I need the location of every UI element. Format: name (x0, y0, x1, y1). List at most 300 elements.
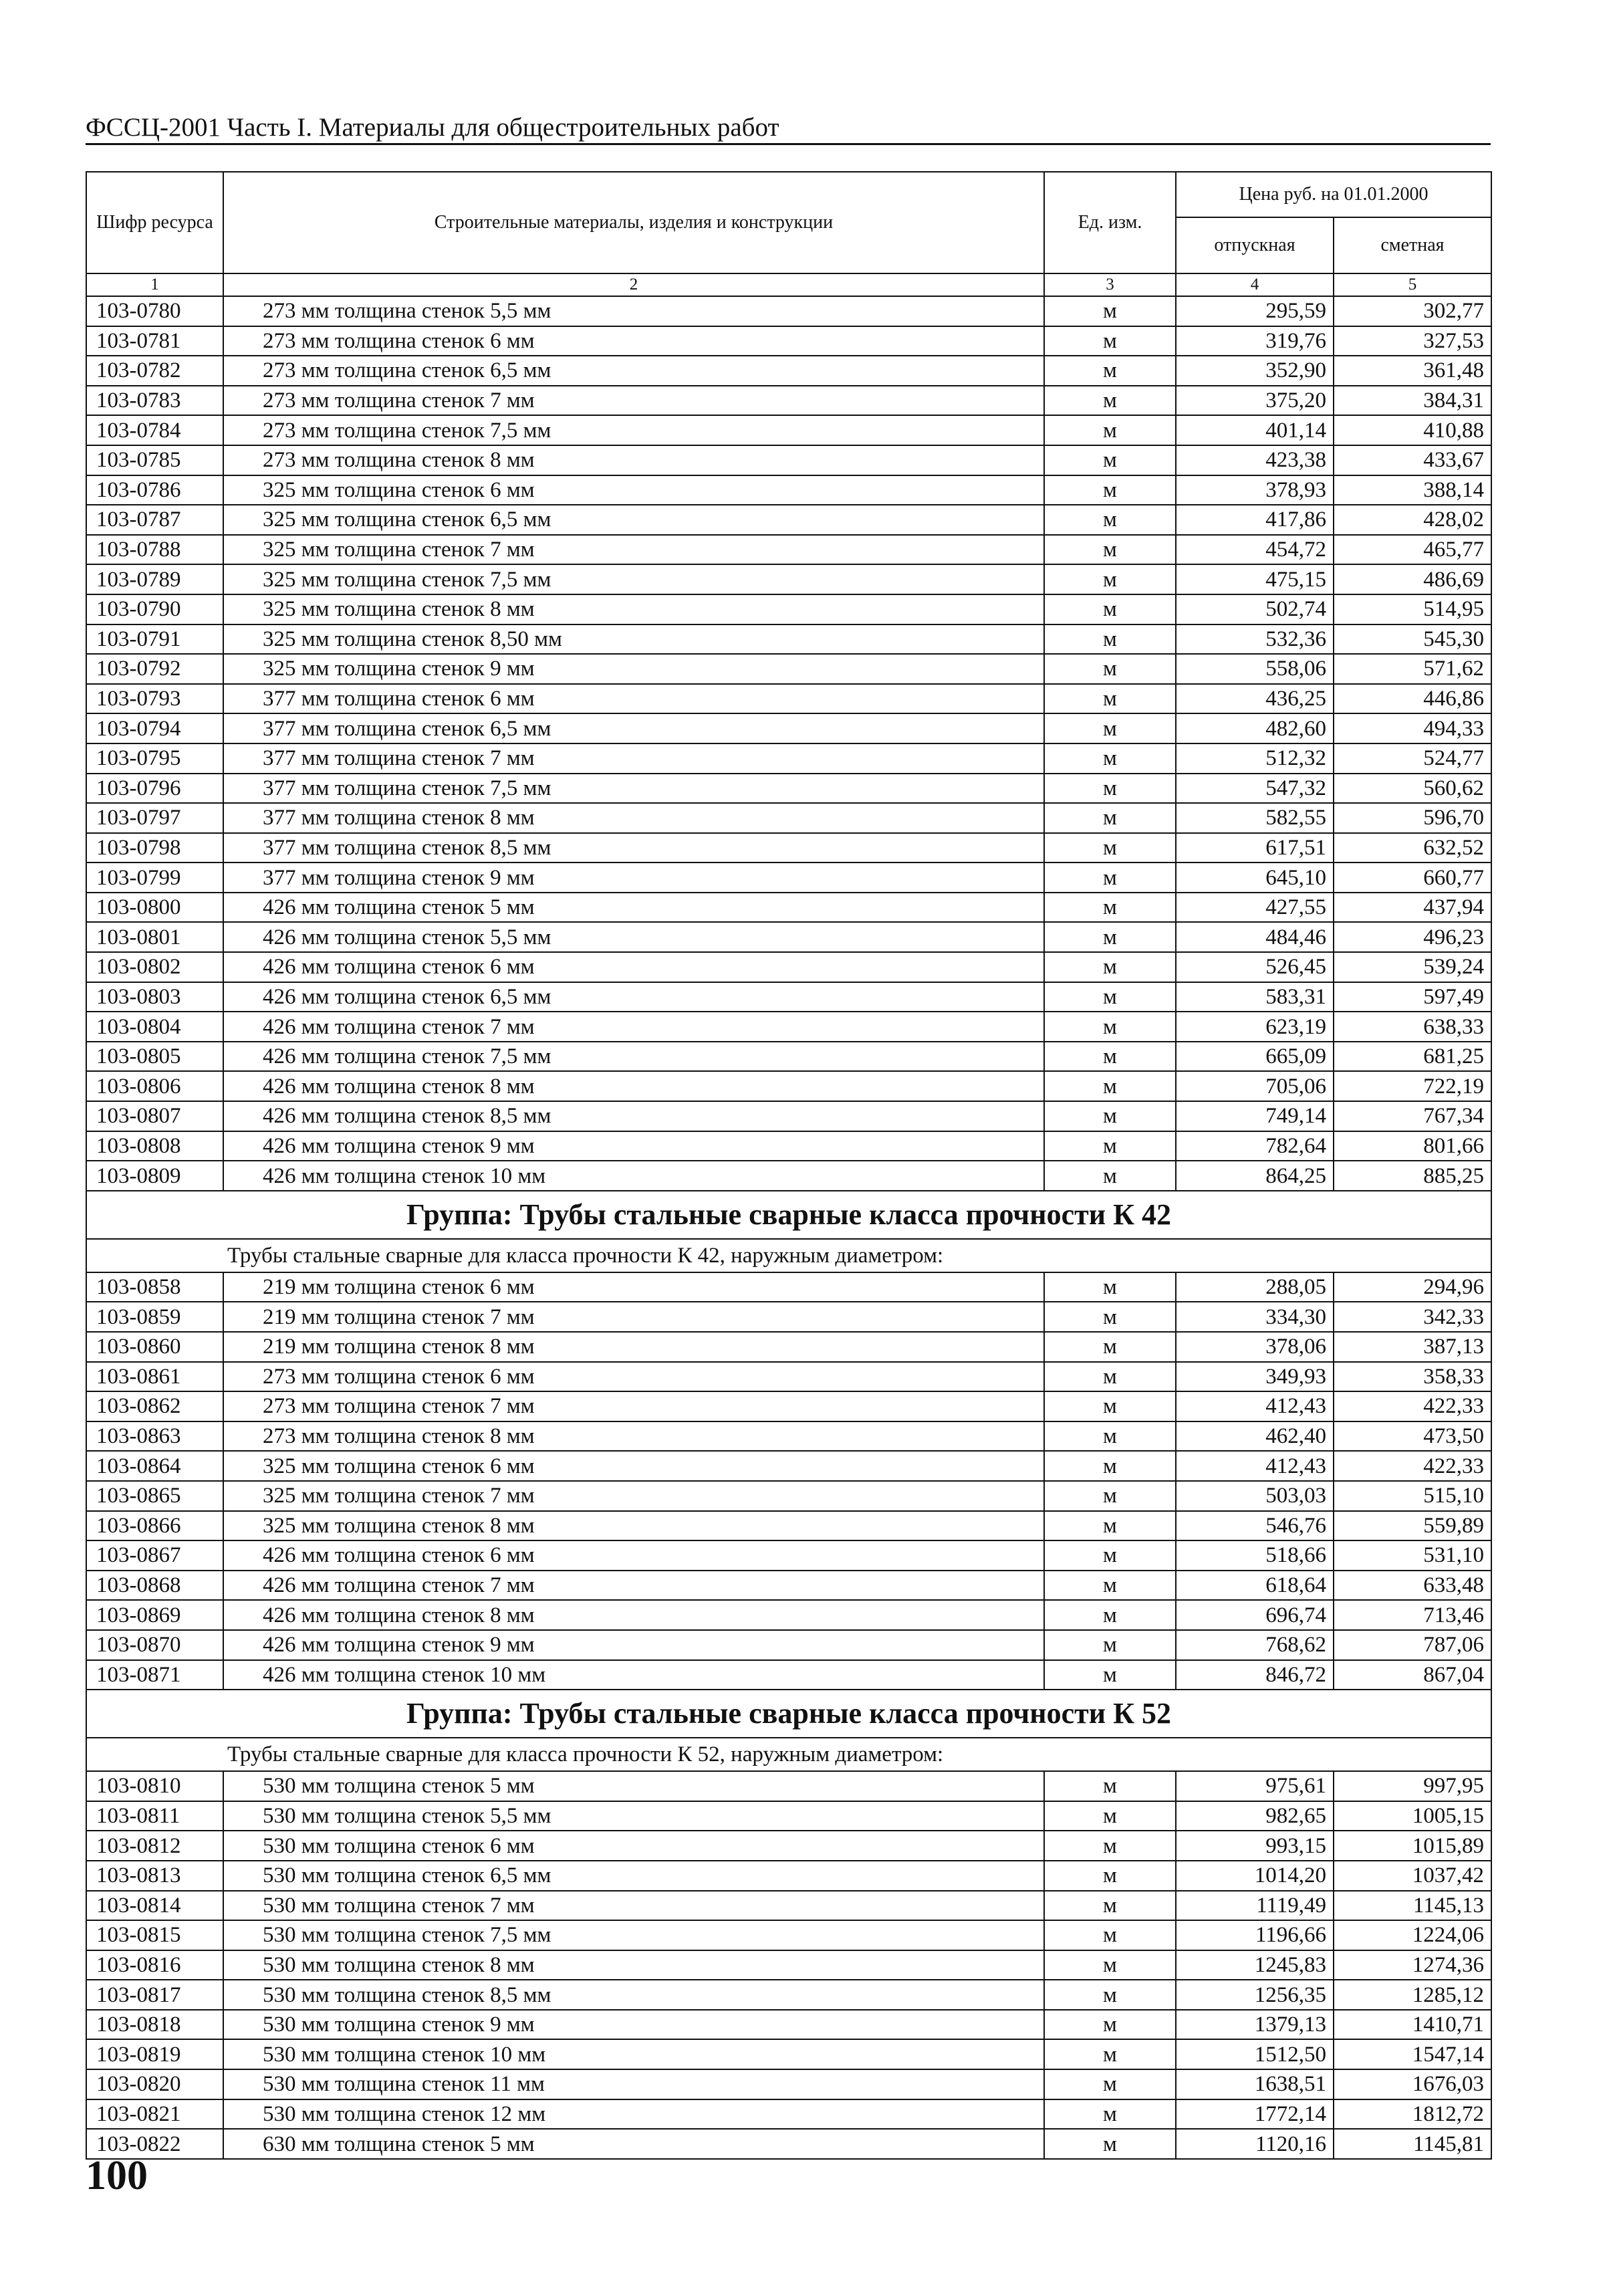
unit: м (1044, 475, 1176, 505)
estimate-price: 596,70 (1334, 803, 1491, 833)
resource-code: 103-0861 (86, 1362, 223, 1392)
release-price: 319,76 (1176, 326, 1334, 356)
estimate-price: 410,88 (1334, 415, 1491, 445)
resource-code: 103-0813 (86, 1861, 223, 1891)
page-number: 100 (86, 2153, 148, 2198)
material-name: 426 мм толщина стенок 6 мм (223, 1540, 1044, 1571)
estimate-price: 428,02 (1334, 505, 1491, 535)
table-row (86, 1801, 1491, 1831)
unit: м (1044, 1861, 1176, 1891)
estimate-price: 1224,06 (1334, 1920, 1491, 1950)
material-name: 273 мм толщина стенок 6,5 мм (223, 356, 1044, 386)
unit: м (1044, 1801, 1176, 1831)
material-name: 377 мм толщина стенок 7 мм (223, 743, 1044, 774)
estimate-price: 1410,71 (1334, 2010, 1491, 2040)
material-name: 325 мм толщина стенок 8 мм (223, 594, 1044, 624)
unit: м (1044, 2129, 1176, 2159)
resource-code: 103-0865 (86, 1481, 223, 1511)
unit: м (1044, 1161, 1176, 1191)
release-price: 705,06 (1176, 1071, 1334, 1101)
unit: м (1044, 1600, 1176, 1630)
material-name: 273 мм толщина стенок 7,5 мм (223, 415, 1044, 445)
unit: м (1044, 1660, 1176, 1690)
material-name: 377 мм толщина стенок 6,5 мм (223, 713, 1044, 743)
table-row (86, 684, 1491, 714)
table-row (86, 296, 1491, 326)
unit: м (1044, 2039, 1176, 2069)
material-name: 426 мм толщина стенок 6,5 мм (223, 982, 1044, 1012)
resource-code: 103-0805 (86, 1042, 223, 1072)
release-price: 846,72 (1176, 1660, 1334, 1690)
material-name: 273 мм толщина стенок 8 мм (223, 1421, 1044, 1452)
table-row (86, 1012, 1491, 1042)
table-row (86, 1421, 1491, 1452)
resource-code: 103-0863 (86, 1421, 223, 1452)
section-rows-a (86, 296, 1491, 1191)
table-row (86, 2099, 1491, 2130)
estimate-price: 342,33 (1334, 1302, 1491, 1332)
material-name: 426 мм толщина стенок 7,5 мм (223, 1042, 1044, 1072)
material-name: 530 мм толщина стенок 11 мм (223, 2069, 1044, 2099)
unit: м (1044, 386, 1176, 416)
unit: м (1044, 1012, 1176, 1042)
estimate-price: 1005,15 (1334, 1801, 1491, 1831)
release-price: 532,36 (1176, 624, 1334, 655)
estimate-price: 531,10 (1334, 1540, 1491, 1571)
material-name: 325 мм толщина стенок 6 мм (223, 475, 1044, 505)
unit: м (1044, 713, 1176, 743)
material-name: 219 мм толщина стенок 6 мм (223, 1272, 1044, 1302)
release-price: 558,06 (1176, 654, 1334, 684)
unit: м (1044, 1950, 1176, 1980)
release-price: 352,90 (1176, 356, 1334, 386)
unit: м (1044, 1540, 1176, 1571)
release-price: 993,15 (1176, 1831, 1334, 1861)
release-price: 864,25 (1176, 1161, 1334, 1191)
material-name: 530 мм толщина стенок 7 мм (223, 1891, 1044, 1921)
resource-code: 103-0780 (86, 296, 223, 326)
table-row (86, 1042, 1491, 1072)
material-name: 426 мм толщина стенок 6 мм (223, 952, 1044, 982)
resource-code: 103-0858 (86, 1272, 223, 1302)
release-price: 288,05 (1176, 1272, 1334, 1302)
table-row (86, 1272, 1491, 1302)
resource-code: 103-0784 (86, 415, 223, 445)
table-row (86, 594, 1491, 624)
release-price: 417,86 (1176, 505, 1334, 535)
release-price: 1119,49 (1176, 1891, 1334, 1921)
resource-code: 103-0859 (86, 1302, 223, 1332)
resource-code: 103-0804 (86, 1012, 223, 1042)
table-row (86, 475, 1491, 505)
release-price: 423,38 (1176, 445, 1334, 475)
estimate-price: 514,95 (1334, 594, 1491, 624)
table-row (86, 922, 1491, 952)
release-price: 768,62 (1176, 1630, 1334, 1660)
release-price: 1256,35 (1176, 1980, 1334, 2010)
release-price: 623,19 (1176, 1012, 1334, 1042)
unit: м (1044, 1891, 1176, 1921)
material-name: 273 мм толщина стенок 8 мм (223, 445, 1044, 475)
unit: м (1044, 1481, 1176, 1511)
resource-code: 103-0811 (86, 1801, 223, 1831)
material-name: 426 мм толщина стенок 5 мм (223, 893, 1044, 923)
resource-code: 103-0819 (86, 2039, 223, 2069)
table-row (86, 2010, 1491, 2040)
material-name: 530 мм толщина стенок 8,5 мм (223, 1980, 1044, 2010)
release-price: 1014,20 (1176, 1861, 1334, 1891)
unit: м (1044, 1571, 1176, 1601)
estimate-price: 571,62 (1334, 654, 1491, 684)
release-price: 349,93 (1176, 1362, 1334, 1392)
material-name: 426 мм толщина стенок 5,5 мм (223, 922, 1044, 952)
estimate-price: 1285,12 (1334, 1980, 1491, 2010)
table-row (86, 1861, 1491, 1891)
release-price: 1379,13 (1176, 2010, 1334, 2040)
estimate-price: 545,30 (1334, 624, 1491, 655)
table-row (86, 1831, 1491, 1861)
resource-code: 103-0870 (86, 1630, 223, 1660)
table-head (86, 172, 1491, 296)
estimate-price: 294,96 (1334, 1272, 1491, 1302)
material-name: 530 мм толщина стенок 10 мм (223, 2039, 1044, 2069)
material-name: 273 мм толщина стенок 5,5 мм (223, 296, 1044, 326)
unit: м (1044, 743, 1176, 774)
resource-code: 103-0799 (86, 863, 223, 893)
table-row (86, 1332, 1491, 1362)
column-header-estimate: сметная (1334, 217, 1491, 273)
material-name: 426 мм толщина стенок 9 мм (223, 1131, 1044, 1161)
estimate-price: 722,19 (1334, 1071, 1491, 1101)
table-row (86, 863, 1491, 893)
estimate-price: 1145,81 (1334, 2129, 1491, 2159)
resource-code: 103-0821 (86, 2099, 223, 2130)
table-row (86, 1630, 1491, 1660)
table-row (86, 624, 1491, 655)
resource-code: 103-0795 (86, 743, 223, 774)
material-name: 325 мм толщина стенок 7,5 мм (223, 564, 1044, 594)
resource-code: 103-0817 (86, 1980, 223, 2010)
release-price: 1245,83 (1176, 1950, 1334, 1980)
table-row (86, 1920, 1491, 1950)
unit: м (1044, 1332, 1176, 1362)
material-name: 530 мм толщина стенок 5,5 мм (223, 1801, 1044, 1831)
resource-code: 103-0798 (86, 833, 223, 863)
unit: м (1044, 893, 1176, 923)
table-row (86, 445, 1491, 475)
material-name: 530 мм толщина стенок 6 мм (223, 1831, 1044, 1861)
estimate-price: 632,52 (1334, 833, 1491, 863)
release-price: 512,32 (1176, 743, 1334, 774)
unit: м (1044, 833, 1176, 863)
material-name: 630 мм толщина стенок 5 мм (223, 2129, 1044, 2159)
material-name: 426 мм толщина стенок 9 мм (223, 1630, 1044, 1660)
release-price: 454,72 (1176, 535, 1334, 565)
table-row (86, 1161, 1491, 1191)
unit: м (1044, 1272, 1176, 1302)
table-row (86, 1891, 1491, 1921)
unit: м (1044, 1101, 1176, 1131)
column-number-row (86, 273, 1491, 296)
unit: м (1044, 684, 1176, 714)
estimate-price: 388,14 (1334, 475, 1491, 505)
resource-code: 103-0814 (86, 1891, 223, 1921)
release-price: 482,60 (1176, 713, 1334, 743)
release-price: 696,74 (1176, 1600, 1334, 1630)
release-price: 583,31 (1176, 982, 1334, 1012)
release-price: 645,10 (1176, 863, 1334, 893)
section-rows-c (86, 1771, 1491, 2159)
group-k52-header (86, 1690, 1491, 1771)
estimate-price: 560,62 (1334, 774, 1491, 804)
table-row (86, 1481, 1491, 1511)
resource-code: 103-0781 (86, 326, 223, 356)
material-name: 530 мм толщина стенок 5 мм (223, 1771, 1044, 1801)
material-name: 530 мм толщина стенок 8 мм (223, 1950, 1044, 1980)
material-name: 426 мм толщина стенок 10 мм (223, 1161, 1044, 1191)
release-price: 782,64 (1176, 1131, 1334, 1161)
unit: м (1044, 535, 1176, 565)
estimate-price: 384,31 (1334, 386, 1491, 416)
table-row (86, 713, 1491, 743)
release-price: 412,43 (1176, 1391, 1334, 1421)
table-row (86, 326, 1491, 356)
table-row (86, 1571, 1491, 1601)
material-name: 325 мм толщина стенок 7 мм (223, 535, 1044, 565)
material-name: 377 мм толщина стенок 7,5 мм (223, 774, 1044, 804)
release-price: 378,06 (1176, 1332, 1334, 1362)
table-row (86, 654, 1491, 684)
resource-code: 103-0818 (86, 2010, 223, 2040)
estimate-price: 681,25 (1334, 1042, 1491, 1072)
table-row (86, 1362, 1491, 1392)
release-price: 436,25 (1176, 684, 1334, 714)
release-price: 475,15 (1176, 564, 1334, 594)
material-name: 325 мм толщина стенок 6,5 мм (223, 505, 1044, 535)
release-price: 1120,16 (1176, 2129, 1334, 2159)
estimate-price: 358,33 (1334, 1362, 1491, 1392)
material-name: 219 мм толщина стенок 8 мм (223, 1332, 1044, 1362)
column-header-code: Шифр ресурса (86, 172, 223, 273)
resource-code: 103-0803 (86, 982, 223, 1012)
material-name: 426 мм толщина стенок 8,5 мм (223, 1101, 1044, 1131)
unit: м (1044, 445, 1176, 475)
estimate-price: 559,89 (1334, 1511, 1491, 1541)
material-name: 325 мм толщина стенок 6 мм (223, 1451, 1044, 1481)
group-title: Группа: Трубы стальные сварные класса прочности К 42 (86, 1191, 1491, 1239)
release-price: 582,55 (1176, 803, 1334, 833)
release-price: 484,46 (1176, 922, 1334, 952)
group-title: Группа: Трубы стальные сварные класса прочности К 52 (86, 1690, 1491, 1738)
unit: м (1044, 326, 1176, 356)
unit: м (1044, 982, 1176, 1012)
estimate-price: 422,33 (1334, 1391, 1491, 1421)
release-price: 462,40 (1176, 1421, 1334, 1452)
resource-code: 103-0862 (86, 1391, 223, 1421)
resource-code: 103-0815 (86, 1920, 223, 1950)
unit: м (1044, 1302, 1176, 1332)
estimate-price: 539,24 (1334, 952, 1491, 982)
column-header-unit: Ед. изм. (1044, 172, 1176, 273)
table-row (86, 386, 1491, 416)
release-price: 375,20 (1176, 386, 1334, 416)
release-price: 547,32 (1176, 774, 1334, 804)
estimate-price: 302,77 (1334, 296, 1491, 326)
estimate-price: 327,53 (1334, 326, 1491, 356)
resource-code: 103-0800 (86, 893, 223, 923)
material-name: 530 мм толщина стенок 6,5 мм (223, 1861, 1044, 1891)
estimate-price: 787,06 (1334, 1630, 1491, 1660)
table-row (86, 952, 1491, 982)
estimate-price: 638,33 (1334, 1012, 1491, 1042)
unit: м (1044, 1421, 1176, 1452)
release-price: 427,55 (1176, 893, 1334, 923)
table-row (86, 415, 1491, 445)
estimate-price: 1274,36 (1334, 1950, 1491, 1980)
column-number: 5 (1334, 273, 1491, 296)
estimate-price: 486,69 (1334, 564, 1491, 594)
release-price: 334,30 (1176, 1302, 1334, 1332)
table-row (86, 1600, 1491, 1630)
table-row (86, 833, 1491, 863)
resource-code: 103-0796 (86, 774, 223, 804)
page-header: ФССЦ-2001 Часть I. Материалы для общестроительных работ (86, 112, 1491, 145)
material-name: 530 мм толщина стенок 9 мм (223, 2010, 1044, 2040)
table-row (86, 2069, 1491, 2099)
estimate-price: 361,48 (1334, 356, 1491, 386)
estimate-price: 494,33 (1334, 713, 1491, 743)
material-name: 273 мм толщина стенок 6 мм (223, 1362, 1044, 1392)
resource-code: 103-0802 (86, 952, 223, 982)
unit: м (1044, 415, 1176, 445)
material-name: 325 мм толщина стенок 7 мм (223, 1481, 1044, 1511)
estimate-price: 1145,13 (1334, 1891, 1491, 1921)
resource-code: 103-0783 (86, 386, 223, 416)
estimate-price: 660,77 (1334, 863, 1491, 893)
resource-code: 103-0807 (86, 1101, 223, 1131)
table-row (86, 803, 1491, 833)
estimate-price: 496,23 (1334, 922, 1491, 952)
estimate-price: 597,49 (1334, 982, 1491, 1012)
table-row (86, 1101, 1491, 1131)
estimate-price: 473,50 (1334, 1421, 1491, 1452)
release-price: 665,09 (1176, 1042, 1334, 1072)
unit: м (1044, 356, 1176, 386)
resource-code: 103-0801 (86, 922, 223, 952)
unit: м (1044, 624, 1176, 655)
table-row (86, 1131, 1491, 1161)
resource-code: 103-0792 (86, 654, 223, 684)
resource-code: 103-0868 (86, 1571, 223, 1601)
resource-code: 103-0786 (86, 475, 223, 505)
material-name: 426 мм толщина стенок 8 мм (223, 1071, 1044, 1101)
unit: м (1044, 774, 1176, 804)
estimate-price: 997,95 (1334, 1771, 1491, 1801)
release-price: 295,59 (1176, 296, 1334, 326)
estimate-price: 422,33 (1334, 1451, 1491, 1481)
release-price: 617,51 (1176, 833, 1334, 863)
estimate-price: 801,66 (1334, 1131, 1491, 1161)
estimate-price: 633,48 (1334, 1571, 1491, 1601)
resource-code: 103-0867 (86, 1540, 223, 1571)
column-header-release: отпускная (1176, 217, 1334, 273)
unit: м (1044, 2069, 1176, 2099)
table-row (86, 1771, 1491, 1801)
column-number: 4 (1176, 273, 1334, 296)
material-name: 273 мм толщина стенок 6 мм (223, 326, 1044, 356)
release-price: 749,14 (1176, 1101, 1334, 1131)
unit: м (1044, 2010, 1176, 2040)
estimate-price: 524,77 (1334, 743, 1491, 774)
estimate-price: 1037,42 (1334, 1861, 1491, 1891)
release-price: 503,03 (1176, 1481, 1334, 1511)
section-rows-b (86, 1272, 1491, 1690)
unit: м (1044, 505, 1176, 535)
group-k42-header (86, 1191, 1491, 1272)
resource-code: 103-0820 (86, 2069, 223, 2099)
material-name: 426 мм толщина стенок 7 мм (223, 1571, 1044, 1601)
release-price: 1196,66 (1176, 1920, 1334, 1950)
material-name: 377 мм толщина стенок 8 мм (223, 803, 1044, 833)
unit: м (1044, 1391, 1176, 1421)
estimate-price: 885,25 (1334, 1161, 1491, 1191)
unit: м (1044, 1630, 1176, 1660)
release-price: 975,61 (1176, 1771, 1334, 1801)
unit: м (1044, 1980, 1176, 2010)
column-header-name: Строительные материалы, изделия и конструкции (223, 172, 1044, 273)
release-price: 378,93 (1176, 475, 1334, 505)
unit: м (1044, 1511, 1176, 1541)
resource-code: 103-0816 (86, 1950, 223, 1980)
release-price: 401,14 (1176, 415, 1334, 445)
column-number: 3 (1044, 273, 1176, 296)
resource-code: 103-0791 (86, 624, 223, 655)
table-row (86, 774, 1491, 804)
table-row (86, 2129, 1491, 2159)
unit: м (1044, 863, 1176, 893)
material-name: 377 мм толщина стенок 9 мм (223, 863, 1044, 893)
estimate-price: 465,77 (1334, 535, 1491, 565)
estimate-price: 1547,14 (1334, 2039, 1491, 2069)
table-row (86, 535, 1491, 565)
estimate-price: 433,67 (1334, 445, 1491, 475)
resource-code: 103-0794 (86, 713, 223, 743)
material-name: 377 мм толщина стенок 8,5 мм (223, 833, 1044, 863)
resource-code: 103-0789 (86, 564, 223, 594)
group-subtitle: Трубы стальные сварные для класса прочности К 52, наружным диаметром: (86, 1738, 1491, 1771)
estimate-price: 1812,72 (1334, 2099, 1491, 2130)
material-name: 273 мм толщина стенок 7 мм (223, 1391, 1044, 1421)
table-row (86, 564, 1491, 594)
unit: м (1044, 1042, 1176, 1072)
table-row (86, 505, 1491, 535)
resource-code: 103-0785 (86, 445, 223, 475)
resource-code: 103-0810 (86, 1771, 223, 1801)
material-name: 426 мм толщина стенок 7 мм (223, 1012, 1044, 1042)
resource-code: 103-0869 (86, 1600, 223, 1630)
table-row (86, 982, 1491, 1012)
resource-code: 103-0871 (86, 1660, 223, 1690)
resource-code: 103-0782 (86, 356, 223, 386)
table-row (86, 1391, 1491, 1421)
release-price: 1772,14 (1176, 2099, 1334, 2130)
material-name: 273 мм толщина стенок 7 мм (223, 386, 1044, 416)
material-name: 325 мм толщина стенок 9 мм (223, 654, 1044, 684)
unit: м (1044, 1451, 1176, 1481)
material-name: 530 мм толщина стенок 7,5 мм (223, 1920, 1044, 1950)
material-name: 377 мм толщина стенок 6 мм (223, 684, 1044, 714)
unit: м (1044, 922, 1176, 952)
